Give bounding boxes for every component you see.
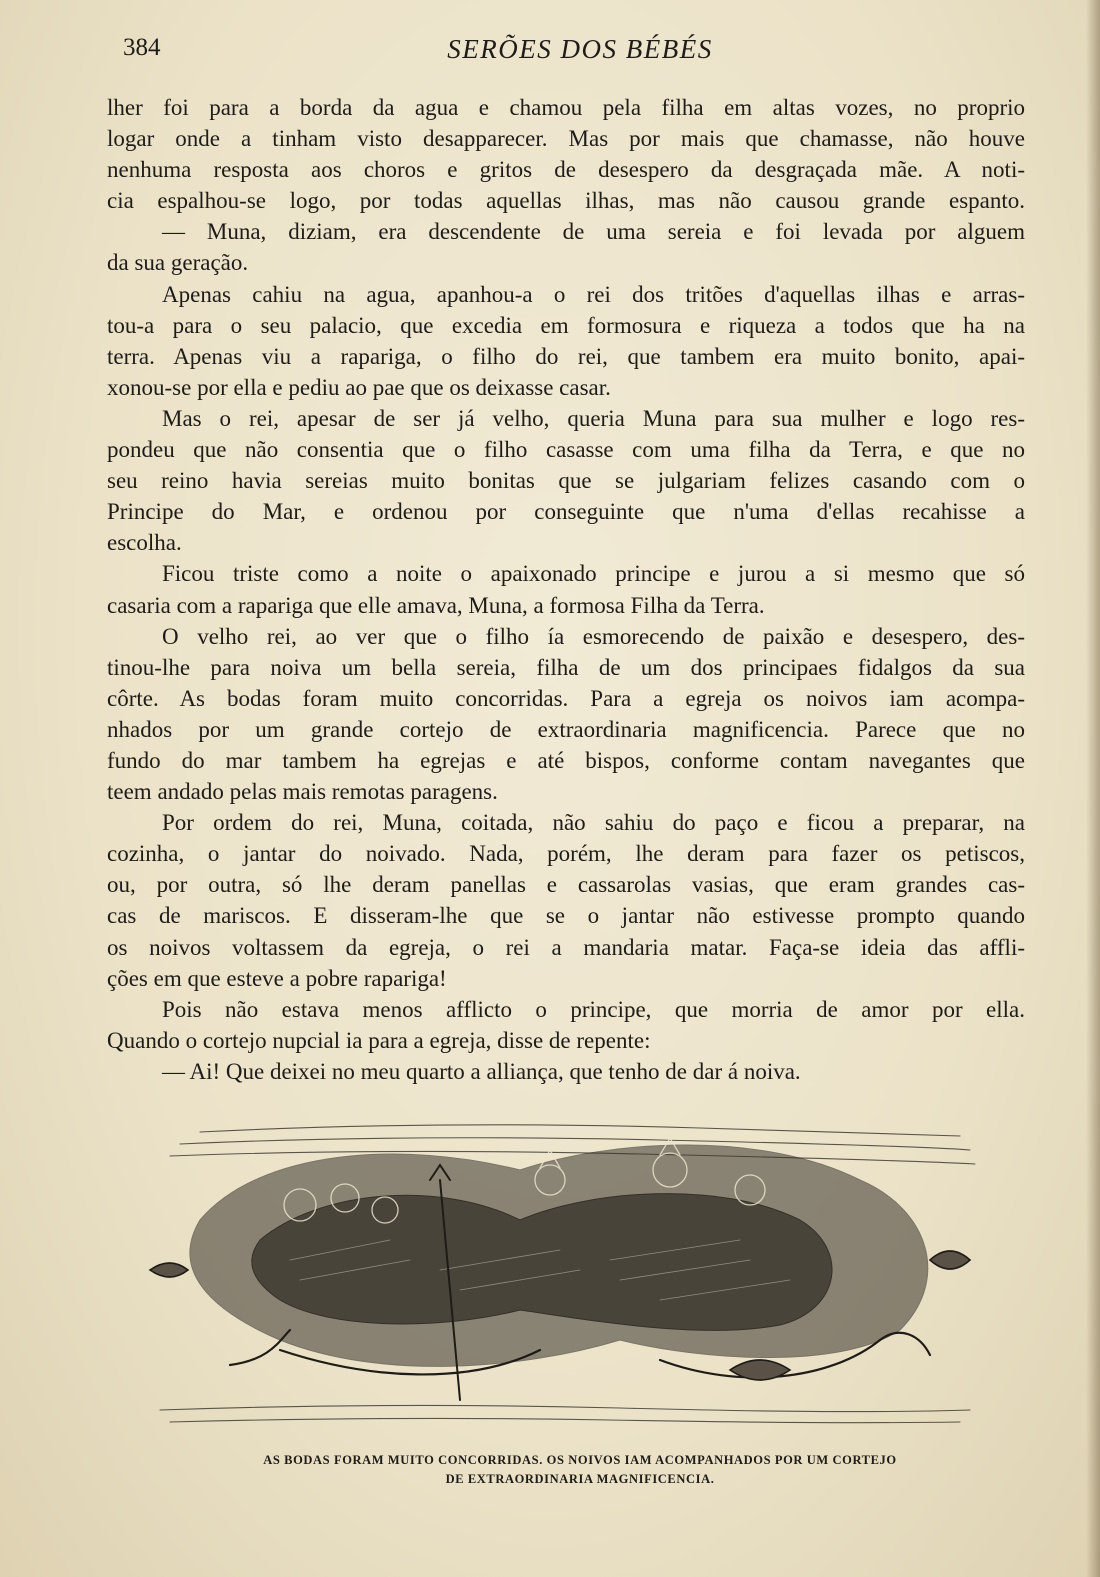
- text-line: Principe do Mar, e ordenou por conseguinte que n'uma d'ellas recahisse a: [107, 499, 1025, 525]
- text-line: côrte. As bodas foram muito concorridas. Para a egreja os noivos iam acompa-: [107, 685, 1025, 711]
- text-line: casaria com a rapariga que elle amava, Muna, a formosa Filha da Terra.: [107, 592, 765, 618]
- text-line: cozinha, o jantar do noivado. Nada, porém, lhe deram para fazer os petiscos,: [107, 841, 1025, 867]
- text-line: Apenas cahiu na agua, apanhou-a o rei dos tritões d'aquellas ilhas e arras-: [162, 281, 1025, 307]
- text-line: Por ordem do rei, Muna, coitada, não sahiu do paço e ficou a preparar, na: [162, 810, 1025, 836]
- text-line: Ficou triste como a noite o apaixonado principe e jurou a si mesmo que só: [162, 561, 1025, 587]
- text-line: ções em que esteve a pobre rapariga!: [107, 965, 447, 991]
- page-edge-shadow: [1086, 0, 1100, 1577]
- text-line: logar onde a tinham visto desapparecer. Mas por mais que chamasse, não houve: [107, 126, 1025, 152]
- running-title: SERÕES DOS BÉBÉS: [447, 34, 713, 64]
- running-head: [120, 30, 1040, 70]
- text-line: da sua geração.: [107, 250, 249, 276]
- text-line: O velho rei, ao ver que o filho ía esmorecendo de paixão e desespero, des-: [162, 623, 1025, 649]
- text-line: teem andado pelas mais remotas paragens.: [107, 779, 498, 805]
- text-line: Mas o rei, apesar de ser já velho, queria Muna para sua mulher e logo res-: [162, 405, 1025, 431]
- text-line: pondeu que não consentia que o filho casasse com uma filha da Terra, e que no: [107, 437, 1025, 463]
- text-line: terra. Apenas viu a rapariga, o filho do rei, que tambem era muito bonito, apai-: [107, 343, 1025, 369]
- text-line: nenhuma resposta aos choros e gritos de desespero da desgraçada mãe. A noti-: [107, 157, 1025, 183]
- procession-mass: [190, 1145, 928, 1366]
- text-line: — Muna, diziam, era descendente de uma sereia e foi levada por alguem: [162, 219, 1025, 245]
- text-line: tinou-lhe para noiva um bella sereia, filha de um dos principaes fidalgos da sua: [107, 654, 1025, 680]
- body-text: [107, 92, 1025, 1087]
- text-line: escolha.: [107, 530, 182, 556]
- engraving-illustration: [140, 1110, 990, 1440]
- text-line: seu reino havia sereias muito bonitas que se julgariam felizes casando com o: [107, 468, 1025, 494]
- text-line: cia espalhou-se logo, por todas aquellas ilhas, mas não causou grande espanto.: [107, 188, 1025, 214]
- text-line: Quando o cortejo nupcial ia para a egreja, disse de repente:: [107, 1027, 651, 1053]
- text-line: Pois não estava menos afflicto o principe, que morria de amor por ella.: [162, 996, 1025, 1022]
- page-number: 384: [123, 34, 161, 61]
- text-line: tou-a para o seu palacio, que excedia em formosura e riqueza a todos que ha na: [107, 312, 1025, 338]
- text-line: fundo do mar tambem ha egrejas e até bispos, conforme contam navegantes que: [107, 747, 1025, 773]
- illustration-caption-line-2: DE EXTRAORDINARIA MAGNIFICENCIA.: [445, 1472, 715, 1486]
- illustration-caption-line-1: AS BODAS FORAM MUITO CONCORRIDAS. OS NOIVOS IAM ACOMPANHADOS POR UM CORTEJO: [263, 1453, 897, 1467]
- text-line: ou, por outra, só lhe deram panellas e cassarolas vasias, que eram grandes cas-: [107, 872, 1025, 898]
- text-line: nhados por um grande cortejo de extraordinaria magnificencia. Parece que no: [107, 716, 1025, 742]
- text-line: — Ai! Que deixei no meu quarto a alliança, que tenho de dar á noiva.: [162, 1058, 801, 1084]
- text-line: lher foi para a borda da agua e chamou pela filha em altas vozes, no proprio: [107, 95, 1025, 120]
- text-line: cas de mariscos. E disseram-lhe que se o jantar não estivesse prompto quando: [107, 903, 1025, 929]
- text-line: xonou-se por ella e pediu ao pae que os deixasse casar.: [107, 374, 611, 400]
- text-line: os noivos voltassem da egreja, o rei a mandaria matar. Faça-se ideia das affli-: [107, 934, 1025, 960]
